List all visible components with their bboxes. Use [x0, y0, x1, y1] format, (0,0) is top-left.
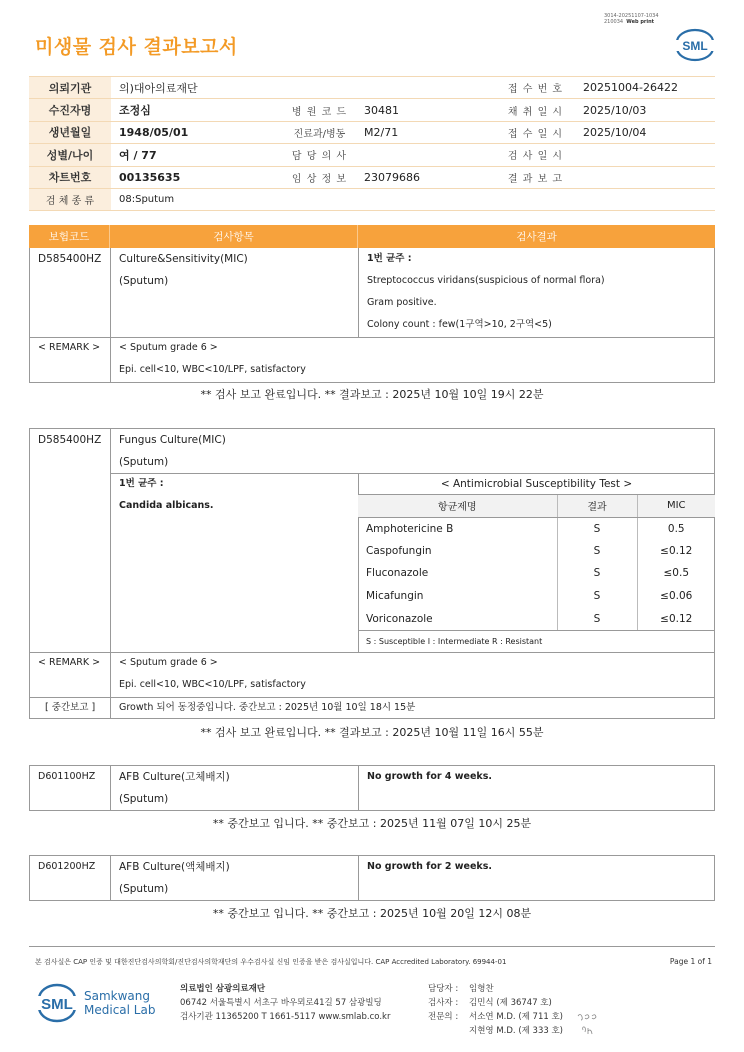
report-status-text: ** 검사 보고 완료입니다. ** 결과보고 : 2025년 10월 11일 16시 55분 — [200, 726, 544, 739]
address-line: 06742 서울특별시 서초구 바우뫼로41길 57 삼광빌딩 — [180, 998, 382, 1008]
remark-grade: < Sputum grade 6 > — [119, 342, 218, 353]
header-result: 검사결과 — [516, 231, 557, 243]
info-label: 병 원 코 드 — [283, 99, 356, 121]
test-code: D601200HZ — [38, 861, 96, 872]
drug-name: Voriconazole — [366, 612, 433, 625]
test-result: No growth for 4 weeks. — [367, 771, 492, 782]
info-label: 의뢰기관 — [29, 77, 111, 99]
info-value: M2/71 — [356, 121, 496, 143]
report-status-text: ** 중간보고 입니다. ** 중간보고 : 2025년 10월 20일 12시 08분 — [212, 907, 532, 920]
ast-header: MIC — [637, 495, 715, 517]
interim-label: [ 중간보고 ] — [45, 702, 96, 713]
header-item: 검사항목 — [110, 225, 358, 248]
ast-mic: ≤0.5 — [637, 562, 715, 585]
patient-info-table — [29, 76, 715, 211]
staff-name: 임형찬 — [469, 984, 494, 994]
info-value: 2025/10/04 — [575, 121, 715, 143]
test-code: D585400HZ — [38, 434, 102, 446]
report-status — [0, 724, 744, 740]
company-name-line: Samkwang — [84, 989, 150, 1003]
gram-stain: Gram positive. — [367, 297, 437, 308]
contact-line: 검사기관 11365200 T 1661-5117 www.smlab.co.kr — [180, 1012, 391, 1022]
ast-header-row — [358, 495, 715, 517]
info-label: 차트번호 — [29, 166, 111, 188]
sml-logo-icon — [673, 28, 717, 62]
info-value: 1948/05/01 — [111, 121, 283, 143]
info-row — [29, 99, 715, 121]
drug-name: Amphotericine B — [366, 522, 454, 535]
ast-row — [358, 517, 715, 540]
interim-text: Growth 되어 동정중입니다. 중간보고 : 2025년 10월 10일 18시 15분 — [119, 702, 416, 713]
ast-grid — [358, 495, 715, 630]
ast-row — [358, 585, 715, 608]
info-value: 조정심 — [111, 99, 283, 121]
test-name: Culture&Sensitivity(MIC) — [119, 253, 248, 265]
organism: Candida albicans. — [119, 500, 214, 511]
info-value: 2025/10/03 — [575, 99, 715, 121]
staff-row — [428, 1010, 563, 1024]
strain-label: 1번 균주 : — [119, 478, 164, 489]
staff-role: 검사자 : — [428, 998, 459, 1008]
print-code-line: 210034 — [604, 19, 624, 25]
info-value: 23079686 — [356, 166, 496, 188]
specimen: (Sputum) — [119, 883, 169, 895]
ast-result: S — [557, 562, 637, 585]
report-status-text: ** 검사 보고 완료입니다. ** 결과보고 : 2025년 10월 10일 19시 22분 — [200, 388, 544, 401]
fungus-culture-block — [29, 428, 715, 719]
ast-row — [358, 607, 715, 630]
ast-mic: ≤0.12 — [637, 607, 715, 630]
report-status-text: ** 중간보고 입니다. ** 중간보고 : 2025년 11월 07일 10시 25분 — [212, 817, 532, 830]
ast-row — [358, 540, 715, 563]
drug-name: Fluconazole — [366, 567, 429, 580]
specimen: (Sputum) — [119, 793, 169, 805]
info-value: 20251004-26422 — [575, 77, 715, 99]
culture-block — [29, 248, 715, 383]
accreditation-note: 본 검사실은 CAP 인증 및 대한진단검사의학회/진단검사의학재단의 우수검사실 신임 인증을 받은 검사실입니다. CAP Accredited Laboratory. 69944-01 — [35, 958, 507, 966]
drug-name: Caspofungin — [366, 544, 432, 557]
info-label: 채 취 일 시 — [496, 99, 575, 121]
test-name: Fungus Culture(MIC) — [119, 434, 226, 446]
company-address — [180, 982, 390, 1024]
info-label: 검 사 일 시 — [496, 144, 575, 166]
info-value: 여 / 77 — [111, 144, 283, 166]
org-name: 의료법인 삼광의료재단 — [180, 984, 266, 994]
drug-name: Micafungin — [366, 590, 424, 603]
remark-label: < REMARK > — [38, 342, 101, 353]
info-row — [29, 144, 715, 166]
print-code-label: Web print — [626, 19, 655, 25]
afb-solid-block — [29, 765, 715, 811]
info-label: 수진자명 — [29, 99, 111, 121]
sml-logo-text: SML — [682, 39, 708, 53]
info-value: 00135635 — [111, 166, 283, 188]
remark-label: < REMARK > — [38, 657, 101, 668]
company-name — [84, 989, 155, 1017]
ast-result: S — [557, 585, 637, 608]
info-row — [29, 77, 715, 99]
ast-result: S — [557, 607, 637, 630]
info-value: 의)대아의료재단 — [111, 77, 496, 99]
remark-detail: Epi. cell<10, WBC<10/LPF, satisfactory — [119, 679, 306, 690]
staff-role: 전문의 : — [428, 1012, 459, 1022]
specimen: (Sputum) — [119, 275, 169, 287]
info-value: 30481 — [356, 99, 496, 121]
staff-row — [428, 982, 563, 996]
test-result: No growth for 2 weeks. — [367, 861, 492, 872]
ast-mic: 0.5 — [637, 517, 715, 540]
info-label: 담 당 의 사 — [283, 144, 356, 166]
info-label: 성별/나이 — [29, 144, 111, 166]
info-value: 08:Sputum — [111, 188, 715, 210]
ast-header: 결과 — [557, 495, 637, 517]
strain-label: 1번 균주 : — [367, 253, 412, 264]
ast-row — [358, 562, 715, 585]
info-label: 임 상 정 보 — [283, 166, 356, 188]
test-code: D601100HZ — [38, 771, 96, 782]
info-label: 검 체 종 류 — [29, 188, 111, 210]
results-header — [29, 225, 715, 248]
ast-result: S — [557, 540, 637, 563]
info-row — [29, 121, 715, 143]
info-label: 접 수 일 시 — [496, 121, 575, 143]
specimen: (Sputum) — [119, 456, 169, 468]
ast-caption: < Antimicrobial Susceptibility Test > — [358, 473, 715, 495]
ast-header: 항균제명 — [358, 495, 557, 517]
ast-result: S — [557, 517, 637, 540]
ast-legend: S : Susceptible I : Intermediate R : Resistant — [358, 630, 715, 652]
organism: Streptococcus viridans(suspicious of normal flora) — [367, 275, 605, 286]
header-code: 보험코드 — [29, 225, 110, 248]
staff-name: 김민식 (제 36747 호) — [469, 998, 552, 1008]
info-row — [29, 166, 715, 188]
info-label: 진료과/병동 — [283, 121, 356, 143]
report-status — [0, 905, 744, 921]
test-name: AFB Culture(고체배지) — [119, 771, 230, 783]
remark-detail: Epi. cell<10, WBC<10/LPF, satisfactory — [119, 364, 306, 375]
signature-icon — [575, 1008, 605, 1038]
test-name: AFB Culture(액체배지) — [119, 861, 230, 873]
ast-mic: ≤0.06 — [637, 585, 715, 608]
staff-name: 서소연 M.D. (제 711 호) — [469, 1012, 564, 1022]
remark-grade: < Sputum grade 6 > — [119, 657, 218, 668]
staff-row — [428, 996, 563, 1010]
info-label: 생년월일 — [29, 121, 111, 143]
report-status — [0, 815, 744, 831]
info-value — [356, 144, 496, 166]
info-row — [29, 188, 715, 210]
sml-logo-icon — [35, 981, 79, 1027]
page-number: Page 1 of 1 — [669, 957, 712, 966]
staff-row — [428, 1024, 563, 1038]
staff-name: 지현영 M.D. (제 333 호) — [469, 1026, 564, 1036]
print-code-line: 3014-20251107-1034 — [604, 13, 659, 19]
footer-divider — [29, 946, 715, 947]
info-label: 접 수 번 호 — [496, 77, 575, 99]
info-value — [575, 166, 715, 188]
info-value — [575, 144, 715, 166]
sml-logo-text: SML — [41, 996, 73, 1013]
report-status — [0, 386, 744, 402]
ast-mic: ≤0.12 — [637, 540, 715, 563]
print-code — [604, 13, 659, 25]
page-title: 미생물 검사 결과보고서 — [35, 36, 238, 58]
info-label: 결 과 보 고 — [496, 166, 575, 188]
company-name-line: Medical Lab — [84, 1003, 156, 1017]
test-code: D585400HZ — [38, 253, 102, 265]
staff-list — [428, 982, 563, 1038]
staff-role: 담당자 : — [428, 984, 459, 994]
afb-liquid-block — [29, 855, 715, 901]
staff-role — [428, 1024, 469, 1038]
colony-count: Colony count : few(1구역>10, 2구역<5) — [367, 319, 552, 330]
